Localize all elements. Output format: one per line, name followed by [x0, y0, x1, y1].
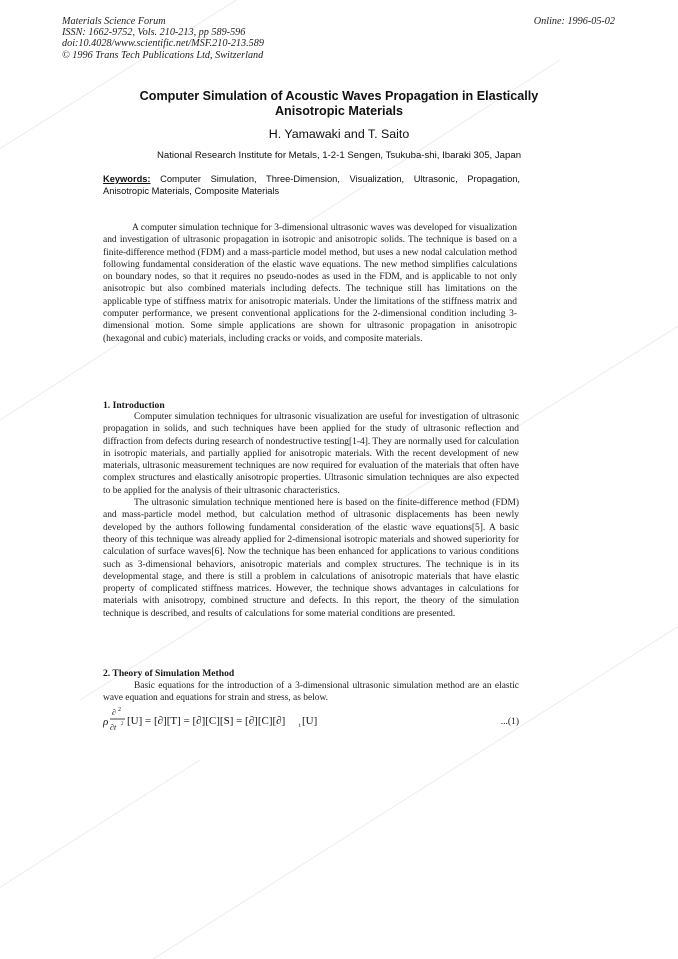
keywords-text: Computer Simulation, Three-Dimension, Visualization, Ultrasonic, Propagation, Anisotropic Materials, Composite Materials: [103, 174, 520, 196]
equation-1-formula: [103, 705, 343, 735]
svg-text:2: 2: [118, 707, 121, 713]
svg-text:ρ: ρ: [103, 716, 109, 728]
abstract: A computer simulation technique for 3-dimensional ultrasonic waves was developed for visualization and investigation of ultrasonic propagation in isotropic and anisotropic solids. The technique is based on a finite-difference method (FDM) and a mass-particle model method, but uses a new nodal calculation method following fundamental consideration of the elastic wave equations. The new method simplifies calculations on boundary nodes, so that it requires no pseudo-nodes as used in the FDM, and is applicable to not only anisotropic but also combined materials including defects. The technique still has limitations on the applicable type of stiffness matrix for anisotropic materials. Under the limitations of the stiffness matrix and computer performance, we present conventional applications for the 2-dimensional condition including 3-dimensional motion. Some simple applications are shown for ultrasonic propagation in anisotropic (hexagonal and cubic) materials, including cracks or voids, and composite materials.: [103, 223, 517, 344]
paper-title: [100, 89, 578, 119]
authors: H. Yamawaki and T. Saito: [268, 127, 410, 141]
svg-text:2: 2: [121, 722, 124, 727]
journal-header: [62, 16, 264, 61]
theory-body: [103, 680, 519, 705]
section-heading-introduction: 1. Introduction: [103, 400, 165, 411]
equation-1: [103, 705, 519, 735]
introduction-body: [103, 411, 519, 620]
title-line-1: Computer Simulation of Acoustic Waves Propagation in Elastically: [139, 89, 539, 103]
copyright-line: © 1996 Trans Tech Publications Ltd, Switzerland: [62, 49, 264, 61]
introduction-paragraph: Computer simulation techniques for ultrasonic visualization are useful for investigation of ultrasonic propagation in solids, and such techniques have been applied for the study of ultrasonic reflection and diffraction from defects during research of nondestructive testing[1-4]. They are normally used for calculation in isotropic materials, and partially applied for anisotropic materials. With the recent development of new materials, ultrasonic measurement techniques are now required for evaluation of the materials that often have complex structures and elastically anisotropic properties. Ultrasonic simulation techniques are also expected to be applied for the analysis of their ultrasonic characteristics.: [103, 412, 519, 496]
svg-text:∂: ∂: [112, 708, 116, 717]
section-heading-theory: 2. Theory of Simulation Method: [103, 668, 235, 679]
svg-text:∂t: ∂t: [110, 723, 117, 732]
svg-text:[U] = [∂][T] = [∂][C][S] = [∂]: [U] = [∂][T] = [∂][C][S] = [∂][C][∂]: [127, 715, 286, 727]
keywords-label: Keywords:: [103, 174, 151, 184]
svg-text:[U]: [U]: [302, 715, 318, 727]
svg-text:t: t: [299, 723, 301, 729]
equation-number: ...(1): [500, 717, 519, 727]
keywords: [103, 173, 520, 197]
theory-paragraph: Basic equations for the introduction of a 3-dimensional ultrasonic simulation method are an elastic wave equation and equations for strain and stress, as below.: [103, 681, 519, 704]
title-line-2: Anisotropic Materials: [274, 104, 404, 118]
journal-name: Materials Science Forum: [62, 16, 166, 27]
doi-link[interactable]: doi:10.4028/www.scientific.net/MSF.210-213.589: [62, 38, 264, 50]
introduction-paragraph: The ultrasonic simulation technique mentioned here is based on the finite-difference method (FDM) and mass-particle model method, but calculation method of ultrasonic displacements has been newly developed by the authors following fundamental consideration of the elastic wave equations[5]. A basic theory of this technique was already applied for 2-dimensional isotropic materials and showed superiority for calculation of surface waves[6]. Now the technique has been enhanced for applications to various conditions such as 3-dimensional behaviors, anisotropic materials and complex structures. The technique is in its developmental stage, and there is still a problem in calculations of anisotropic materials that have elastic property of complicated stiffness matrices. However, the technique shows advantages in calculations for materials with anisotropy, combined structure and defects. In this report, the theory of the simulation technique is described, and results of calculations for some material conditions are presented.: [103, 498, 519, 619]
affiliation: National Research Institute for Metals, 1-2-1 Sengen, Tsukuba-shi, Ibaraki 305, Japan: [156, 150, 522, 161]
issn-line: ISSN: 1662-9752, Vols. 210-213, pp 589-596: [62, 27, 246, 39]
online-date: Online: 1996-05-02: [533, 16, 615, 27]
